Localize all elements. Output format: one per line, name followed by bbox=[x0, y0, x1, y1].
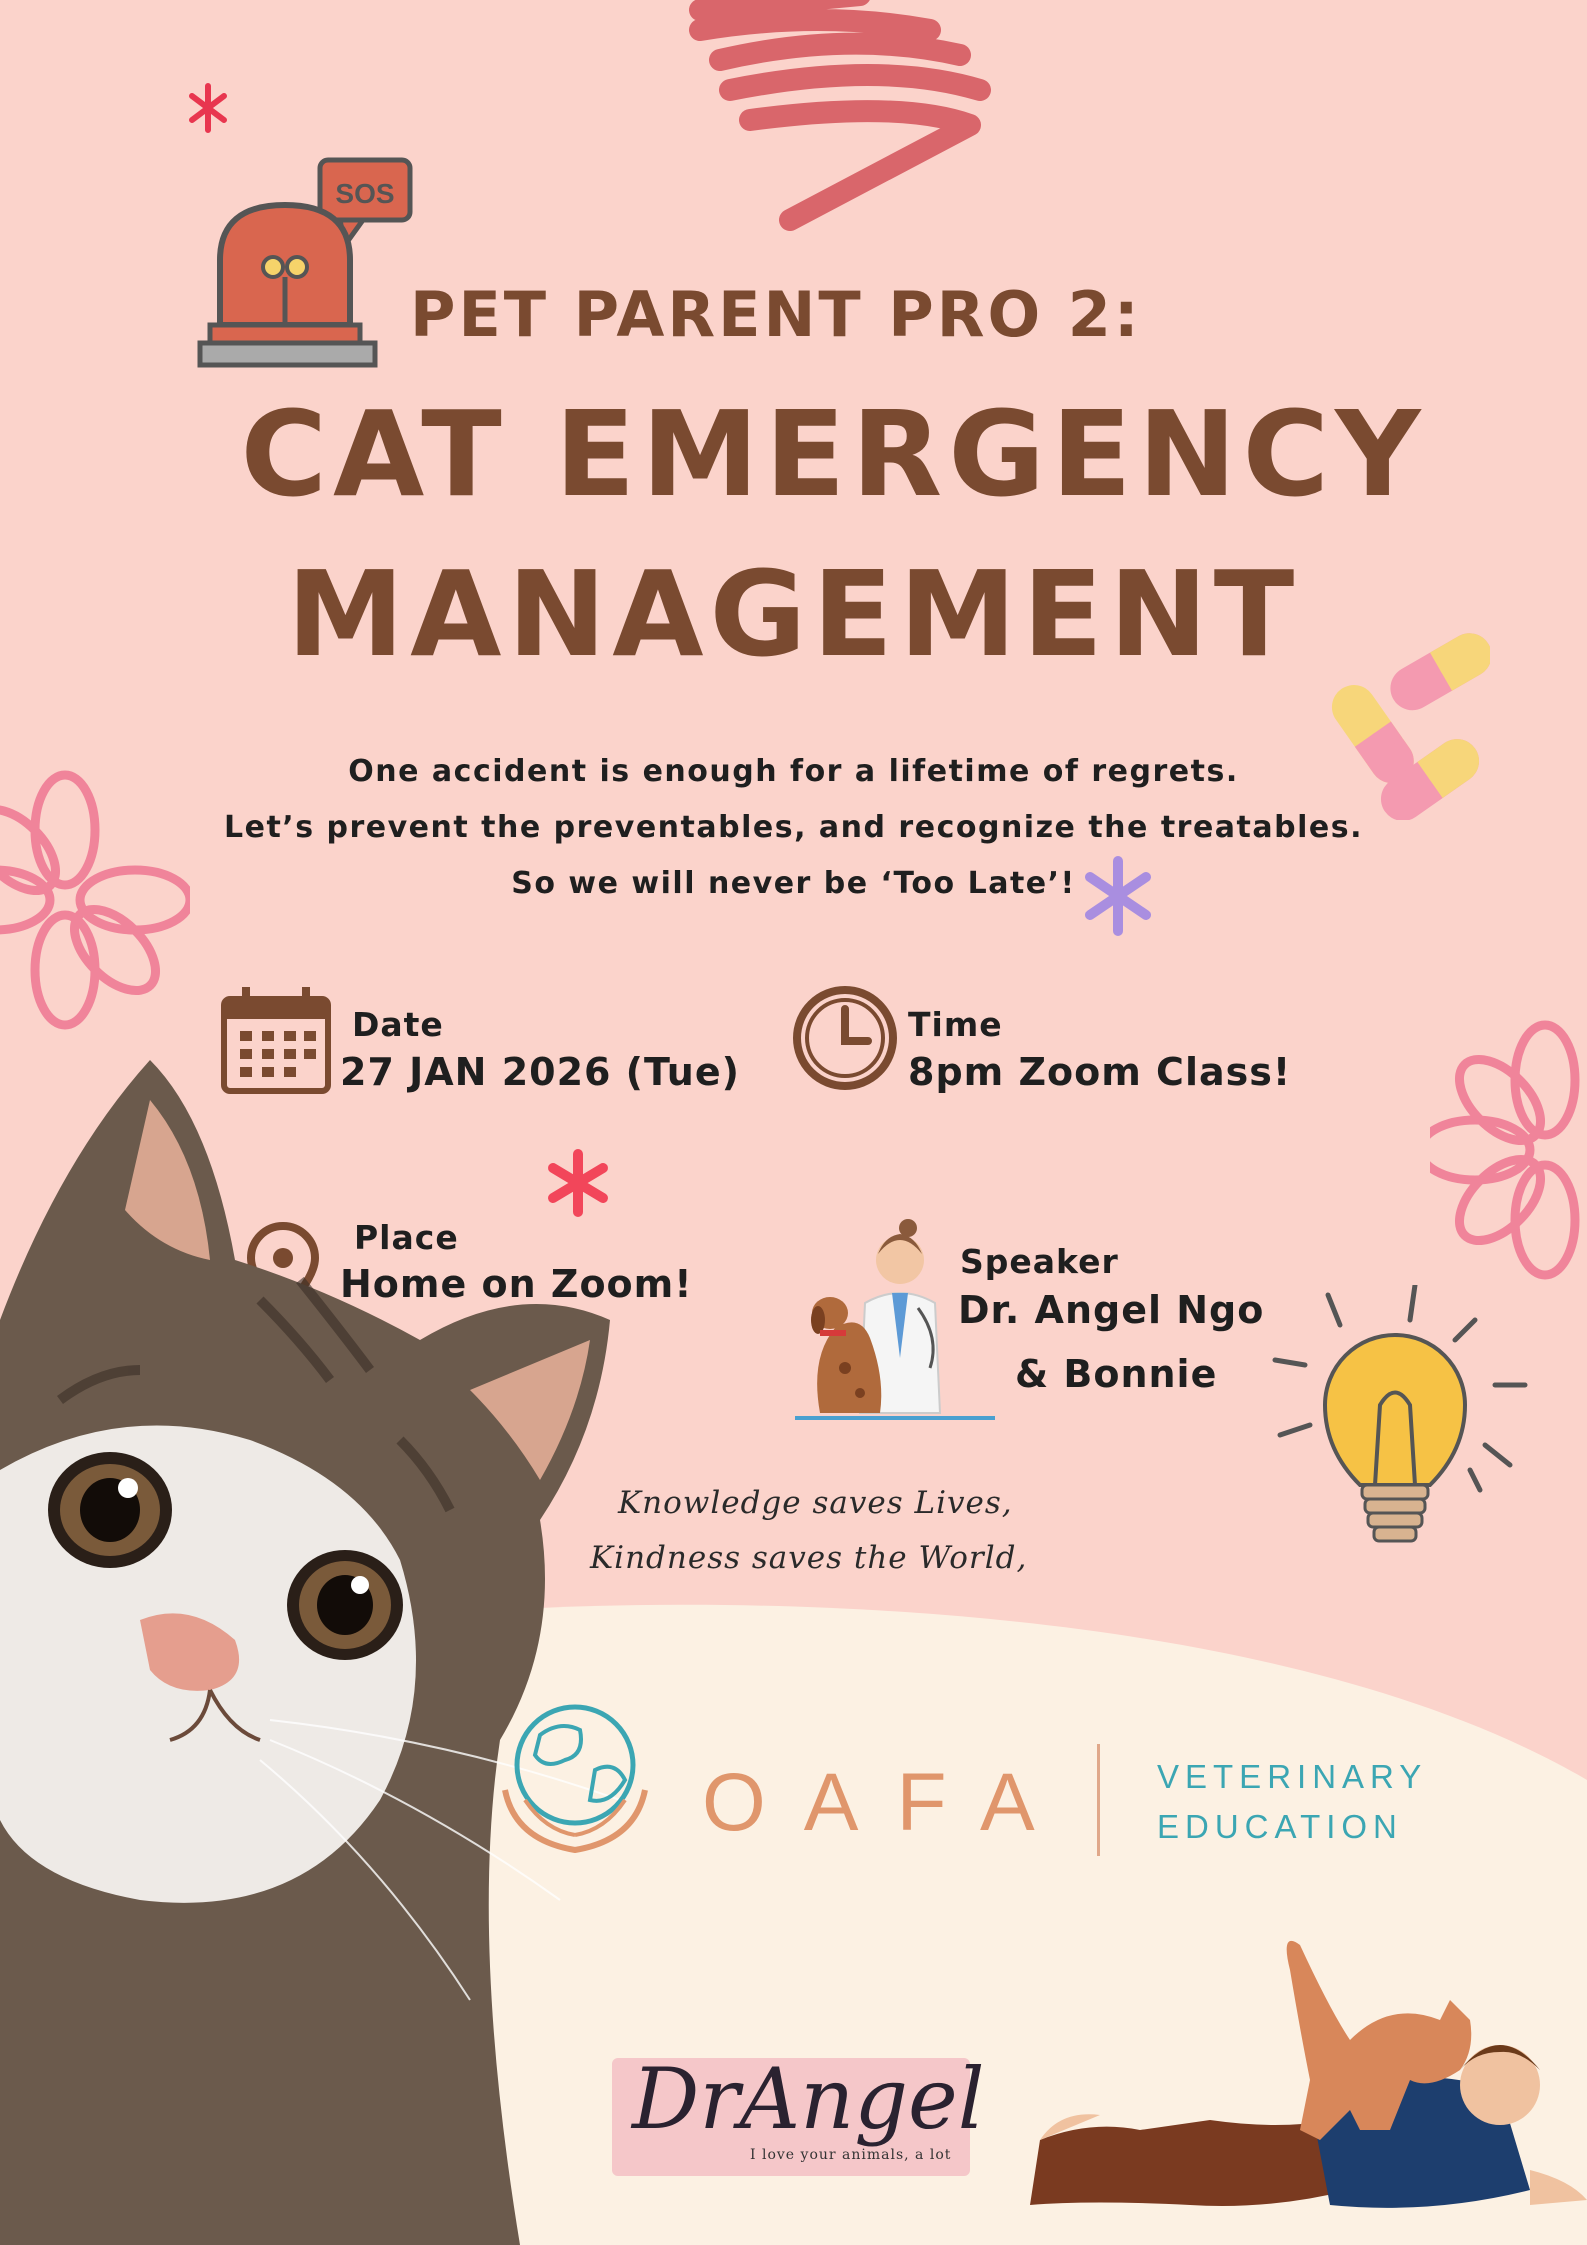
person-with-cat-illustration bbox=[1030, 1940, 1587, 2245]
speaker-partner: & Bonnie bbox=[1015, 1352, 1218, 1396]
sparkle-icon bbox=[188, 82, 228, 134]
brand-divider bbox=[1097, 1744, 1100, 1856]
brand-line2: EDUCATION bbox=[1157, 1808, 1403, 1845]
brand-line1: VETERINARY bbox=[1157, 1758, 1428, 1795]
date-value: 27 JAN 2026 (Tue) bbox=[340, 1050, 740, 1094]
siren-sos-icon bbox=[195, 155, 420, 380]
intro-line3: So we will never be ‘Too Late’! bbox=[511, 866, 1076, 901]
event-subtitle: PET PARENT PRO 2: bbox=[410, 278, 1142, 351]
brand-name: OAFA bbox=[702, 1757, 1073, 1848]
sos-text: SOS bbox=[335, 178, 395, 209]
signature-tagline: I love your animals, a lot bbox=[750, 2147, 952, 2163]
place-value: Home on Zoom! bbox=[340, 1262, 693, 1306]
capsule-icon bbox=[1330, 630, 1490, 820]
intro-line2: Let’s prevent the preventables, and recognize the treatables. bbox=[224, 810, 1363, 845]
cat-photo bbox=[0, 1040, 640, 2245]
scribble-decoration bbox=[680, 0, 1010, 240]
quote-line1: Knowledge saves Lives, bbox=[618, 1485, 1013, 1521]
time-value: 8pm Zoom Class! bbox=[908, 1050, 1292, 1094]
date-label: Date bbox=[352, 1005, 444, 1044]
event-title-line1: CAT EMERGENCY bbox=[240, 385, 1427, 523]
speaker-label: Speaker bbox=[960, 1242, 1119, 1281]
event-title-line2: MANAGEMENT bbox=[286, 545, 1301, 683]
speaker-name: Dr. Angel Ngo bbox=[958, 1288, 1265, 1332]
time-label: Time bbox=[908, 1005, 1003, 1044]
lightbulb-icon bbox=[1270, 1285, 1530, 1570]
quote-line2: Kindness saves the World, bbox=[590, 1540, 1028, 1576]
signature-name: DrAngel bbox=[632, 2050, 985, 2148]
place-label: Place bbox=[354, 1218, 459, 1257]
flower-icon bbox=[1430, 1020, 1587, 1280]
clock-icon bbox=[792, 985, 898, 1091]
intro-line1: One accident is enough for a lifetime of regrets. bbox=[348, 754, 1239, 789]
globe-hands-logo bbox=[485, 1700, 665, 1860]
